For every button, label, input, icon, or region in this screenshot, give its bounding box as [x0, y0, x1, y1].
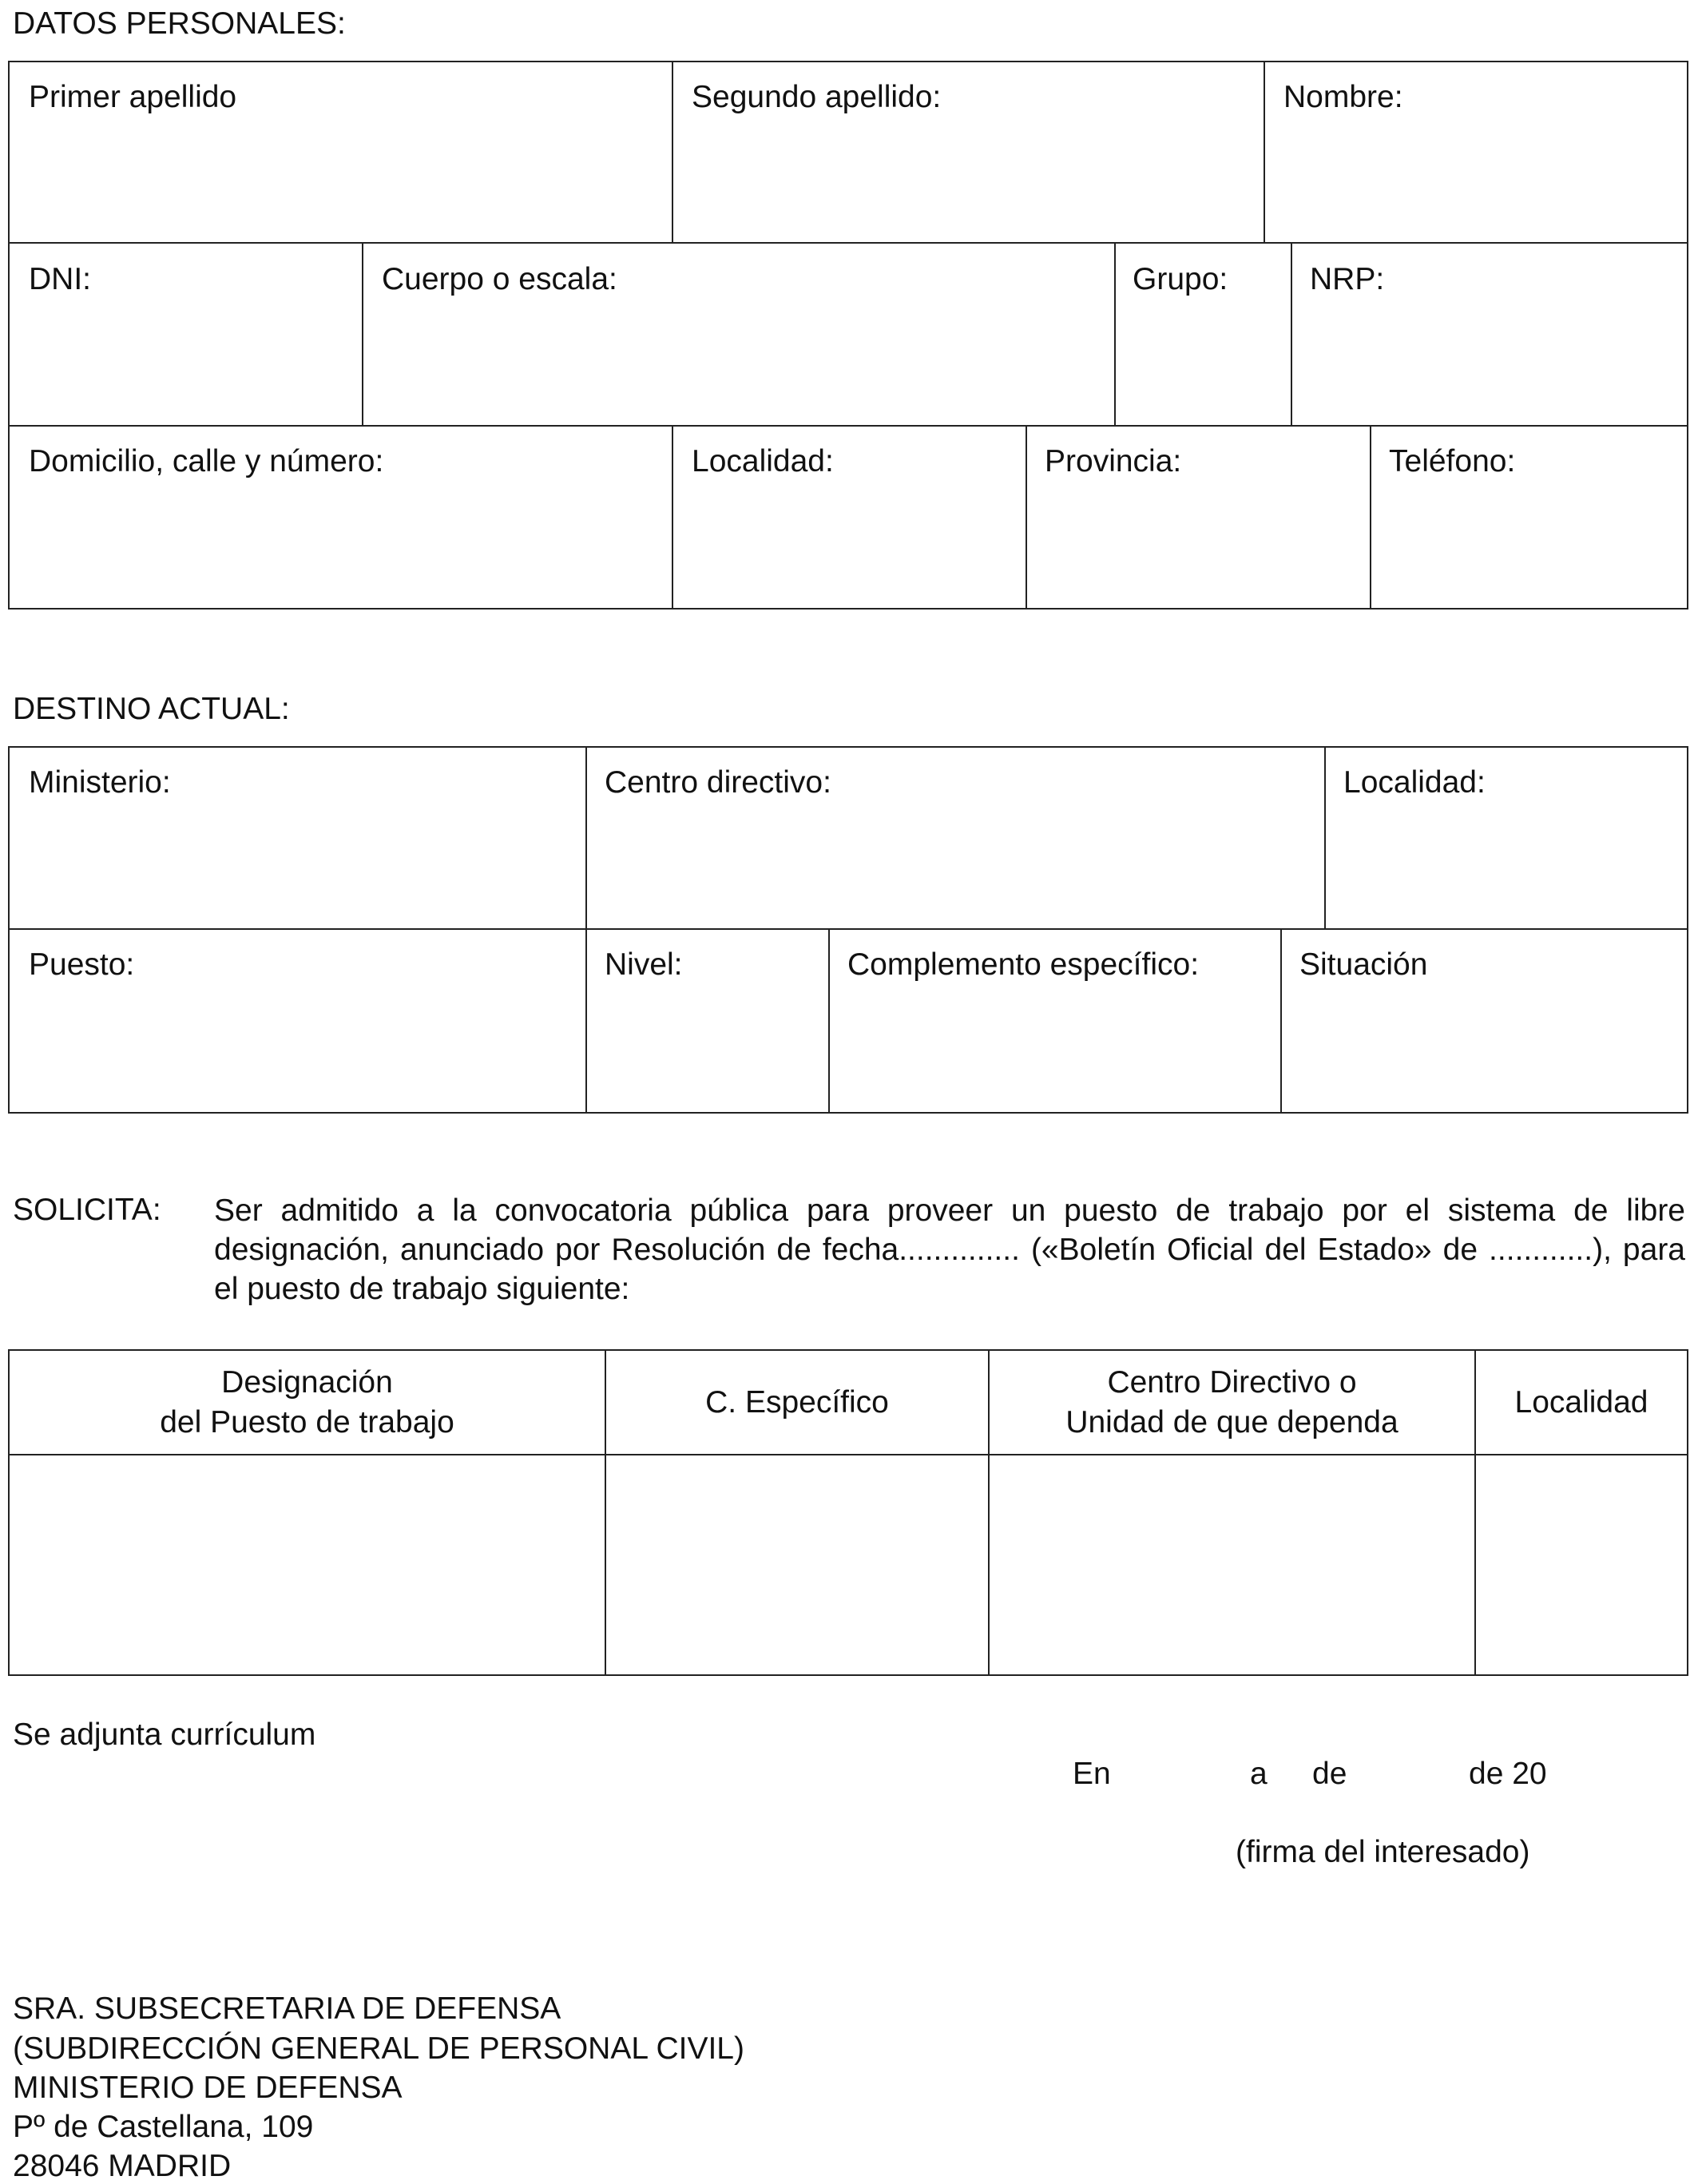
nrp-field[interactable]: NRP: [1310, 262, 1385, 296]
telefono-field[interactable]: Teléfono: [1389, 444, 1516, 478]
divider [8, 425, 1688, 427]
situacion-field[interactable]: Situación [1299, 947, 1428, 982]
date-de-label: de [1312, 1757, 1347, 1791]
divider [8, 242, 1688, 244]
provincia-field[interactable]: Provincia: [1045, 444, 1182, 478]
solicita-text: Ser admitido a la convocatoria pública para proveer un puesto de trabajo por el sistema de libre designación, anunciado por Resolución de fecha.............. («Boletín Oficial del Estado» de ............), para el puesto de trabajo siguiente: [214, 1193, 1685, 1306]
divider [8, 1454, 1688, 1455]
address-line-5: 28046 MADRID [13, 2149, 232, 2183]
divider [1114, 242, 1116, 426]
divider [828, 928, 830, 1113]
centro-directivo-field[interactable]: Centro directivo: [605, 765, 831, 800]
header-centro-directivo-line2: Unidad de que dependa [1065, 1404, 1398, 1439]
header-c-especifico-label: C. Específico [705, 1384, 889, 1420]
cell-localidad[interactable] [1476, 1456, 1687, 1674]
date-en-label: En [1073, 1757, 1111, 1791]
solicita-label: SOLICITA: [13, 1193, 161, 1227]
divider [1370, 425, 1371, 609]
curriculum-note: Se adjunta currículum [13, 1717, 316, 1752]
firma-label: (firma del interesado) [1236, 1835, 1530, 1869]
header-localidad [1476, 1351, 1687, 1454]
header-centro-directivo [990, 1351, 1474, 1454]
header-designacion-line1: Designación [221, 1364, 393, 1400]
cell-c-especifico[interactable] [606, 1456, 988, 1674]
divider [362, 242, 363, 426]
divider [8, 928, 1688, 930]
nombre-field[interactable]: Nombre: [1283, 80, 1403, 114]
domicilio-field[interactable]: Domicilio, calle y número: [29, 444, 384, 478]
puesto-field[interactable]: Puesto: [29, 947, 135, 982]
address-line-4: Pº de Castellana, 109 [13, 2110, 314, 2144]
complemento-especifico-field[interactable]: Complemento específico: [847, 947, 1200, 982]
datos-personales-table [8, 61, 1688, 610]
header-designacion [10, 1351, 605, 1454]
header-localidad-label: Localidad [1514, 1384, 1648, 1420]
address-line-3: MINISTERIO DE DEFENSA [13, 2071, 403, 2105]
date-year-label: de 20 [1469, 1757, 1547, 1791]
nivel-field[interactable]: Nivel: [605, 947, 683, 982]
cell-designacion[interactable] [10, 1456, 605, 1674]
header-centro-directivo-line1: Centro Directivo o [1107, 1364, 1357, 1400]
destino-actual-heading: DESTINO ACTUAL: [13, 692, 290, 726]
cell-centro-directivo[interactable] [990, 1456, 1474, 1674]
primer-apellido-field[interactable]: Primer apellido [29, 80, 237, 114]
grupo-field[interactable]: Grupo: [1133, 262, 1228, 296]
cuerpo-escala-field[interactable]: Cuerpo o escala: [382, 262, 617, 296]
divider [1324, 746, 1326, 929]
divider [1280, 928, 1282, 1113]
destino-actual-table [8, 746, 1688, 1114]
localidad-field[interactable]: Localidad: [692, 444, 834, 478]
divider [1264, 61, 1265, 243]
divider [1291, 242, 1292, 426]
header-designacion-line2: del Puesto de trabajo [160, 1404, 454, 1439]
ministerio-field[interactable]: Ministerio: [29, 765, 171, 800]
divider [585, 746, 587, 929]
address-line-2: (SUBDIRECCIÓN GENERAL DE PERSONAL CIVIL) [13, 2031, 744, 2066]
destino-localidad-field[interactable]: Localidad: [1343, 765, 1486, 800]
header-c-especifico [606, 1351, 988, 1454]
dni-field[interactable]: DNI: [29, 262, 91, 296]
divider [585, 928, 587, 1113]
address-line-1: SRA. SUBSECRETARIA DE DEFENSA [13, 1991, 561, 2026]
divider [1026, 425, 1027, 609]
datos-personales-heading: DATOS PERSONALES: [13, 6, 346, 41]
segundo-apellido-field[interactable]: Segundo apellido: [692, 80, 942, 114]
divider [672, 425, 673, 609]
date-a-label: a [1250, 1757, 1268, 1791]
divider [672, 61, 673, 243]
